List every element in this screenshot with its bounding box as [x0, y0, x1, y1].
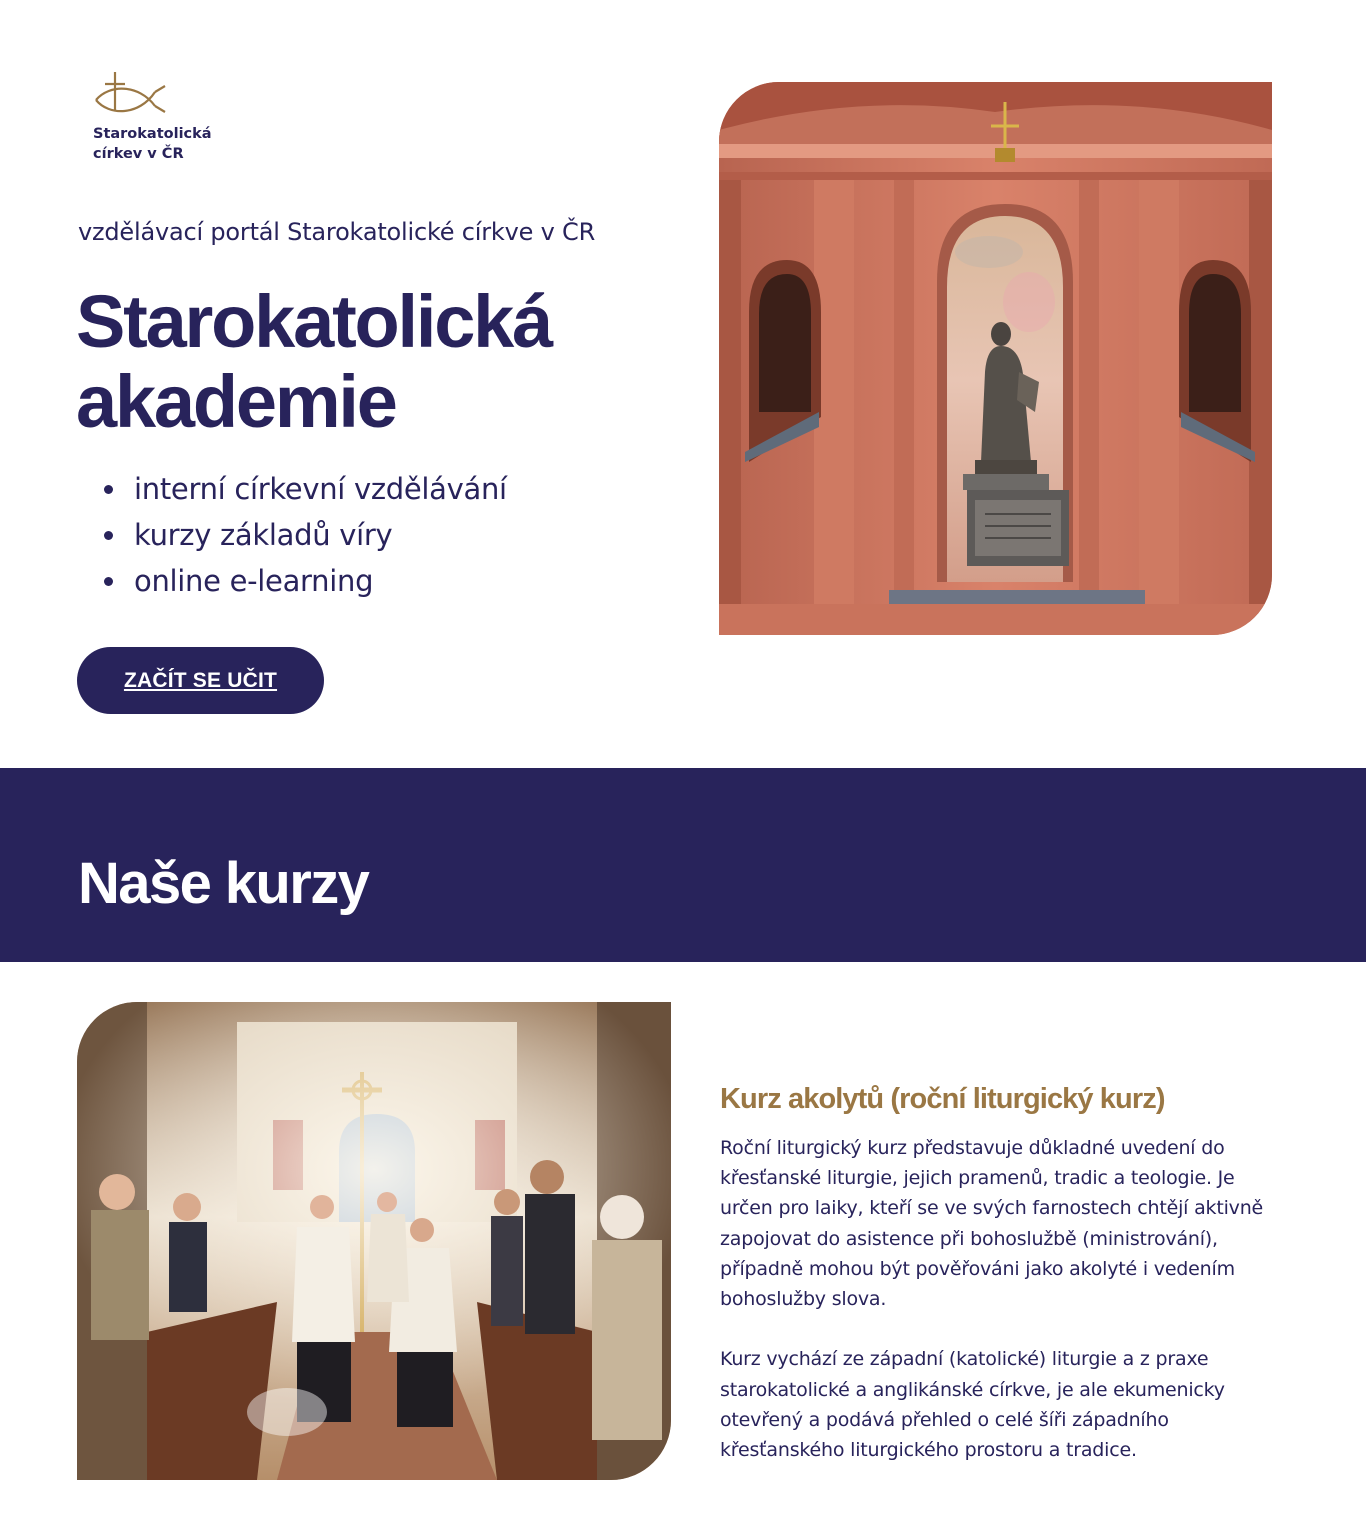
course-paragraph: Roční liturgický kurz představuje důkladné uvedení do křesťanské liturgie, jejich pramenů, tradic a teologie. Je určen pro laiky, kteří se ve svých farnostech chtějí aktivně zapojovat do asistence při bohoslužbě (ministrování), případně mohou být pověřováni jako akolyté i vedením bohoslužby slova. — [720, 1137, 1264, 1311]
courses-banner — [0, 768, 1366, 962]
church-facade-image — [719, 82, 1272, 635]
feature-item: interní církevní vzdělávání — [104, 466, 507, 512]
feature-item: online e-learning — [104, 558, 507, 604]
fish-cross-icon — [93, 70, 169, 118]
liturgy-procession-image — [77, 1002, 671, 1480]
start-learning-button[interactable]: ZAČÍT SE UČIT — [77, 647, 324, 714]
brand-logo[interactable] — [93, 70, 233, 164]
course-title[interactable]: Kurz akolytů (roční liturgický kurz) — [720, 1083, 1165, 1115]
hero-title — [76, 282, 551, 442]
logo-line-1: Starokatolická — [93, 126, 212, 142]
feature-list — [104, 466, 507, 604]
courses-heading: Naše kurzy — [78, 851, 369, 916]
hero-title-line-2: akademie — [76, 360, 396, 443]
logo-line-2: církev v ČR — [93, 146, 184, 162]
course-description — [720, 1133, 1280, 1495]
logo-text — [93, 124, 233, 164]
hero-title-line-1: Starokatolická — [76, 280, 552, 363]
feature-item: kurzy základů víry — [104, 512, 507, 558]
course-paragraph: Kurz vychází ze západní (katolické) liturgie a z praxe starokatolické a anglikánské církve, je ale ekumenicky otevřený a podává přehled o celé šíři západního křesťanského liturgického prostoru a tradice. — [720, 1348, 1225, 1462]
hero-subtitle: vzdělávací portál Starokatolické církve v ČR — [78, 218, 596, 246]
